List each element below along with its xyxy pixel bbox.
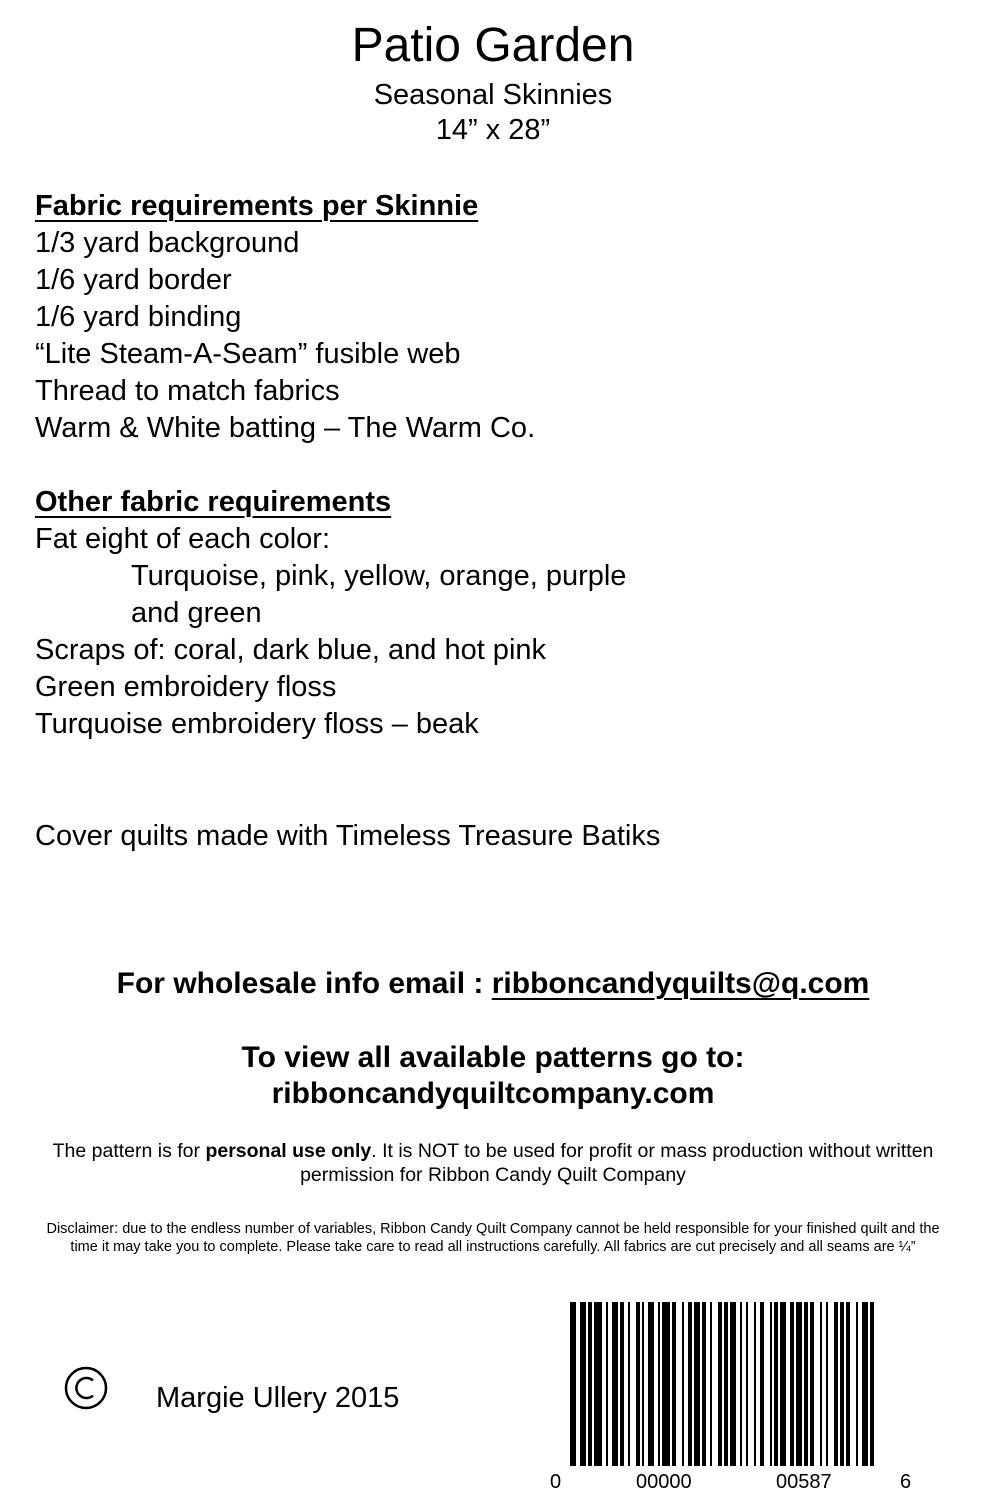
usage-notice xyxy=(0,1139,986,1187)
pattern-series: Seasonal Skinnies xyxy=(373,79,613,111)
list-item: Thread to match fabrics xyxy=(35,375,340,407)
wholesale-email-link[interactable]: ribboncandyquilts@q.com xyxy=(491,967,870,1000)
quilt-size: 14” x 28” xyxy=(435,114,551,146)
barcode-digit-group: 0 xyxy=(550,1471,562,1493)
barcode-digit-group: 00000 xyxy=(636,1471,692,1493)
barcode-number xyxy=(550,1471,916,1497)
list-item: 1/6 yard binding xyxy=(35,301,242,333)
fabric-per-skinnie-section xyxy=(35,188,535,447)
pattern-title: Patio Garden xyxy=(351,19,635,72)
list-item: Fat eight of each color: xyxy=(35,523,330,555)
copyright-icon xyxy=(64,1366,108,1410)
barcode-image xyxy=(570,1302,892,1466)
disclaimer xyxy=(0,1220,986,1256)
barcode-digit-group: 00587 xyxy=(776,1471,832,1493)
notice-emphasis: personal use only xyxy=(205,1140,372,1162)
notice-text: . It is NOT to be used for profit or mass production without written permission for Ribbon Candy Quilt Company xyxy=(300,1140,934,1186)
other-fabric-section xyxy=(35,484,626,743)
fabric-per-skinnie-heading: Fabric requirements per Skinnie xyxy=(35,190,479,222)
notice-text: The pattern is for xyxy=(52,1140,206,1162)
list-item: Turquoise, pink, yellow, orange, purple xyxy=(131,560,627,592)
cover-note: Cover quilts made with Timeless Treasure Batiks xyxy=(35,820,661,852)
list-item: Turquoise embroidery floss – beak xyxy=(35,708,479,740)
list-item: Scraps of: coral, dark blue, and hot pink xyxy=(35,634,547,666)
wholesale-info xyxy=(0,966,986,1002)
patterns-info xyxy=(0,1040,986,1112)
list-item: Green embroidery floss xyxy=(35,671,337,703)
list-item: Warm & White batting – The Warm Co. xyxy=(35,412,536,444)
list-item: “Lite Steam-A-Seam” fusible web xyxy=(35,338,461,370)
disclaimer-text: Disclaimer: due to the endless number of variables, Ribbon Candy Quilt Company cannot be held responsible for your finished quilt and the time it may take you to complete. Please take care to read all instructions carefully. All fabrics are cut precisely and all seams are ¼” xyxy=(46,1221,940,1255)
patterns-website-link[interactable]: ribboncandyquiltcompany.com xyxy=(271,1077,715,1110)
list-item: 1/3 yard background xyxy=(35,227,300,259)
wholesale-label: For wholesale info email : xyxy=(116,967,492,1000)
list-item: 1/6 yard border xyxy=(35,264,232,296)
author-credit: Margie Ullery 2015 xyxy=(156,1382,400,1414)
patterns-label: To view all available patterns go to: xyxy=(241,1041,745,1074)
barcode-digit-group: 6 xyxy=(900,1471,912,1493)
list-item: and green xyxy=(131,597,262,629)
other-fabric-heading: Other fabric requirements xyxy=(35,486,392,518)
